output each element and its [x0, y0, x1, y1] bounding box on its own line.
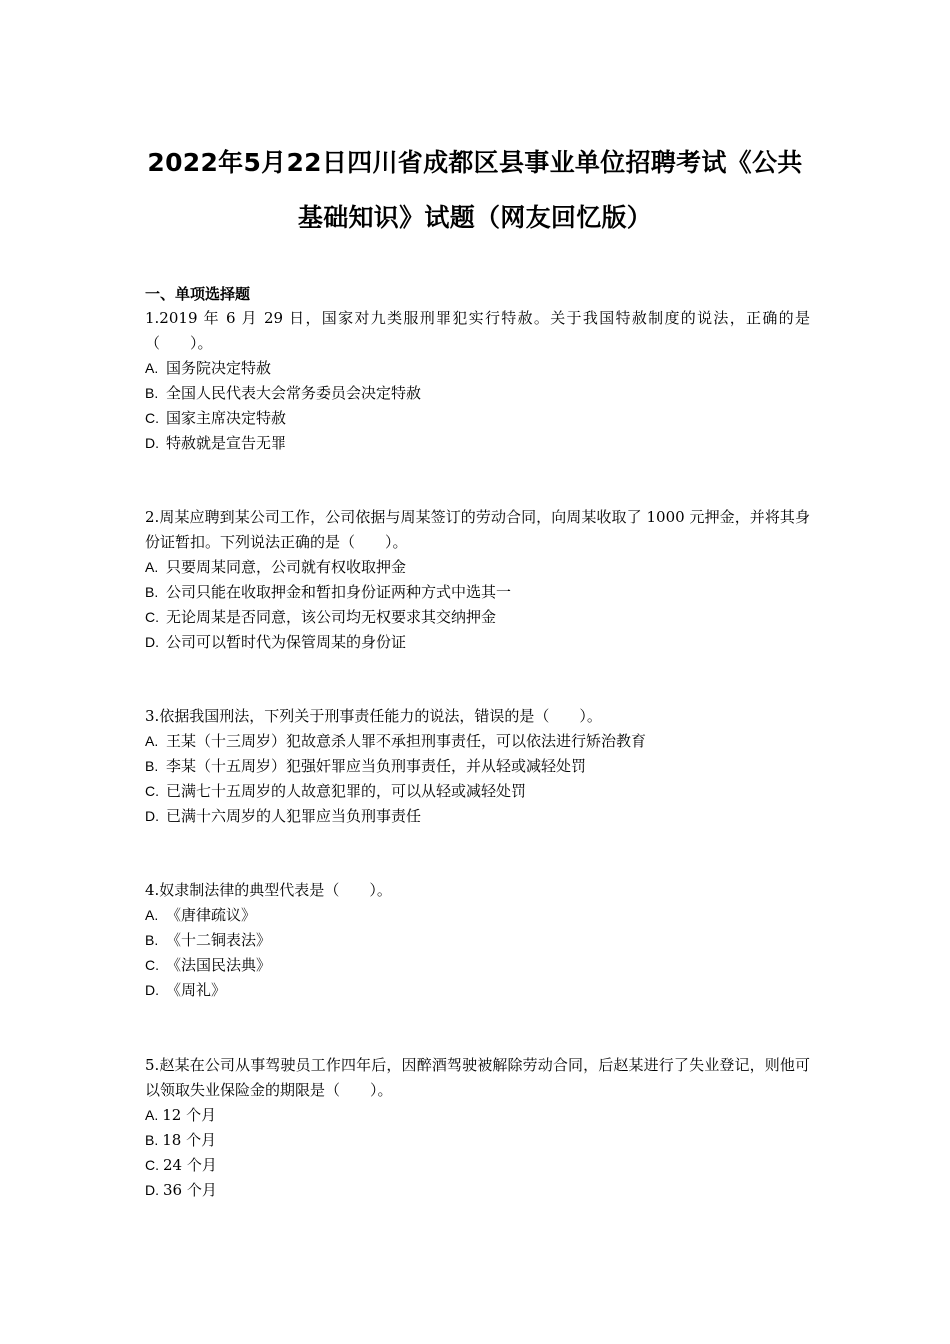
option-d [145, 630, 810, 655]
option-text: 《法国民法典》 [166, 956, 272, 974]
question-4 [145, 878, 810, 1003]
option-letter: B. [145, 385, 159, 401]
option-text: 36 个月 [163, 1181, 217, 1199]
question-stem: 5.赵某在公司从事驾驶员工作四年后，因醉酒驾驶被解除劳动合同，后赵某进行了失业登记，则他可以领取失业保险金的期限是（ ）。 [145, 1056, 810, 1099]
option-d [145, 804, 810, 829]
option-text: 国家主席决定特赦 [166, 409, 287, 427]
option-a [145, 903, 810, 928]
option-d [145, 431, 810, 456]
option-text: 李某（十五周岁）犯强奸罪应当负刑事责任，并从轻或减轻处罚 [166, 757, 587, 775]
section-heading: 一、单项选择题 [145, 285, 251, 303]
question-2 [145, 505, 810, 655]
option-text: 全国人民代表大会常务委员会决定特赦 [166, 384, 422, 402]
option-c [145, 406, 810, 431]
option-letter: C. [145, 609, 159, 625]
option-letter: B. [145, 1132, 159, 1148]
option-letter: B. [145, 584, 159, 600]
option-a [145, 555, 810, 580]
question-1 [145, 306, 810, 456]
option-b [145, 381, 810, 406]
question-stem: 1.2019 年 6 月 29 日，国家对九类服刑罪犯实行特赦。关于我国特赦制度的说法，正确的是（ ）。 [145, 309, 810, 352]
option-letter: A. [145, 1107, 159, 1123]
option-letter: D. [145, 982, 159, 998]
option-d [145, 1178, 810, 1203]
page-title-line-1: 2022年5月22日四川省成都区县事业单位招聘考试《公共 [147, 148, 803, 177]
question-stem: 3.依据我国刑法，下列关于刑事责任能力的说法，错误的是（ ）。 [145, 707, 602, 725]
option-c [145, 605, 810, 630]
option-text: 18 个月 [162, 1131, 217, 1149]
option-letter: B. [145, 932, 159, 948]
option-text: 只要周某同意，公司就有权收取押金 [166, 558, 407, 576]
option-text: 国务院决定特赦 [166, 359, 272, 377]
option-letter: D. [145, 1182, 159, 1198]
option-text: 《周礼》 [166, 981, 227, 999]
option-a [145, 729, 810, 754]
option-letter: C. [145, 957, 159, 973]
option-text: 公司只能在收取押金和暂扣身份证两种方式中选其一 [166, 583, 512, 601]
option-letter: A. [145, 733, 159, 749]
option-text: 24 个月 [163, 1156, 217, 1174]
option-text: 公司可以暂时代为保管周某的身份证 [166, 633, 407, 651]
option-letter: D. [145, 435, 159, 451]
question-5 [145, 1053, 810, 1203]
option-text: 已满七十五周岁的人故意犯罪的，可以从轻或减轻处罚 [166, 782, 527, 800]
page-title [120, 135, 830, 245]
option-b [145, 754, 810, 779]
option-text: 《十二铜表法》 [166, 931, 272, 949]
option-b [145, 1128, 810, 1153]
option-text: 王某（十三周岁）犯故意杀人罪不承担刑事责任，可以依法进行矫治教育 [166, 732, 647, 750]
question-3 [145, 704, 810, 829]
option-c [145, 1153, 810, 1178]
option-c [145, 953, 810, 978]
option-b [145, 928, 810, 953]
option-letter: B. [145, 758, 159, 774]
option-text: 特赦就是宣告无罪 [166, 434, 287, 452]
option-d [145, 978, 810, 1003]
option-text: 《唐律疏议》 [166, 906, 257, 924]
option-letter: C. [145, 783, 159, 799]
option-b [145, 580, 810, 605]
option-text: 12 个月 [162, 1106, 217, 1124]
option-text: 已满十六周岁的人犯罪应当负刑事责任 [166, 807, 422, 825]
option-letter: A. [145, 907, 159, 923]
option-letter: C. [145, 410, 159, 426]
question-stem: 2.周某应聘到某公司工作，公司依据与周某签订的劳动合同，向周某收取了 1000 元押金，并将其身份证暂扣。下列说法正确的是（ ）。 [145, 508, 810, 551]
question-stem: 4.奴隶制法律的典型代表是（ ）。 [145, 881, 392, 899]
option-letter: D. [145, 634, 159, 650]
option-letter: C. [145, 1157, 159, 1173]
option-letter: A. [145, 360, 159, 376]
option-c [145, 779, 810, 804]
option-text: 无论周某是否同意，该公司均无权要求其交纳押金 [166, 608, 497, 626]
page-title-line-2: 基础知识》试题（网友回忆版） [297, 203, 653, 232]
option-a [145, 356, 810, 381]
option-a [145, 1103, 810, 1128]
option-letter: D. [145, 808, 159, 824]
option-letter: A. [145, 559, 159, 575]
